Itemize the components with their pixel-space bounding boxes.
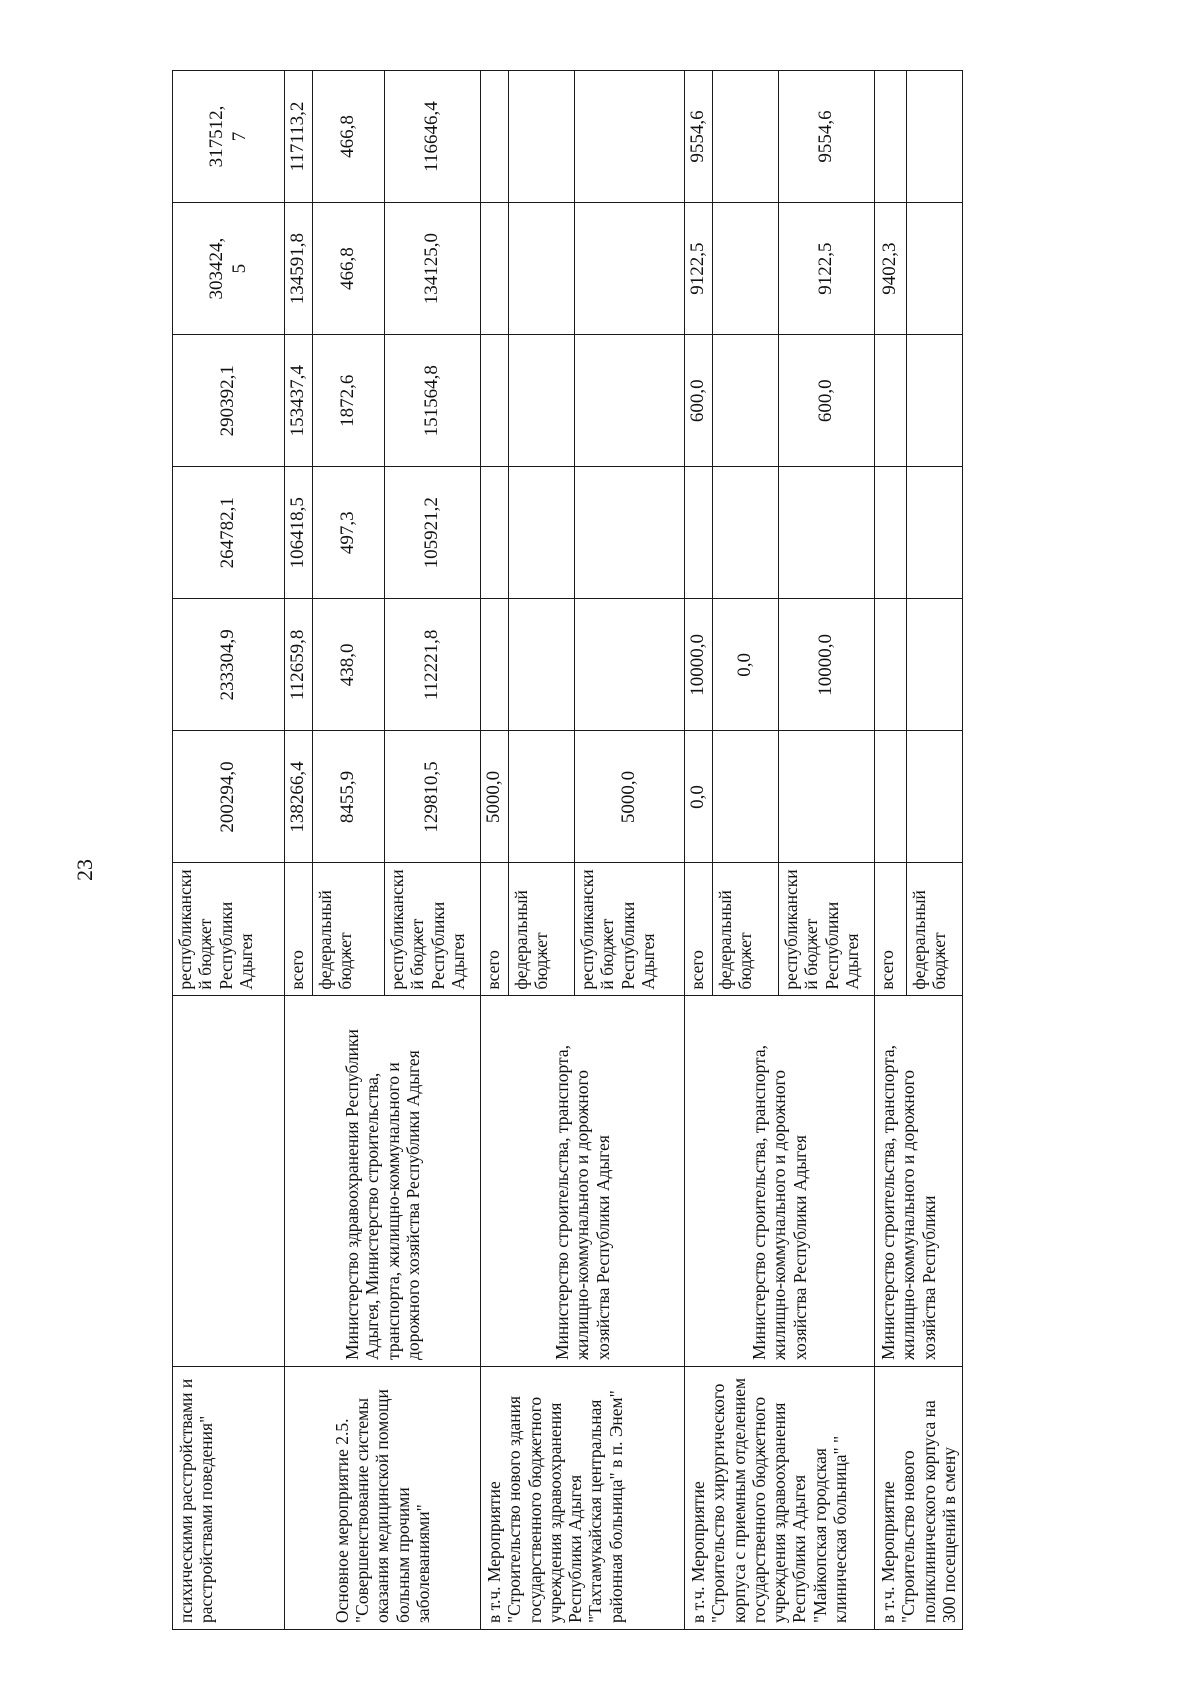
value-cell (509, 731, 575, 863)
funding-source-cell: федеральный бюджет (313, 863, 385, 995)
value-cell (906, 71, 963, 203)
funding-source-cell: федеральный бюджет (713, 863, 779, 995)
value-cell (875, 599, 907, 731)
value-cell: 5000,0 (575, 731, 685, 863)
value-cell (779, 467, 875, 599)
table-row (875, 71, 907, 1630)
value-cell: 290392,1 (173, 335, 285, 467)
value-cell: 9554,6 (685, 71, 713, 203)
value-cell: 9122,5 (685, 203, 713, 335)
funding-source-cell: республиканский бюджет Республики Адыгея (575, 863, 685, 995)
value-cell: 9122,5 (779, 203, 875, 335)
value-cell (875, 71, 907, 203)
value-cell: 112659,8 (285, 599, 313, 731)
value-cell: 0,0 (713, 599, 779, 731)
value-cell: 112221,8 (385, 599, 481, 731)
value-cell: 264782,1 (173, 467, 285, 599)
activity-cell: в т.ч. Мероприятие "Строительство нового поликлинического корпуса на 300 посещений в смену (875, 1367, 963, 1630)
activity-cell: в т.ч. Мероприятие "Строительство нового здания государственного бюджетного учреждения здравоохранения Республики Адыгея "Тахтамукайская центральная районная больница" в п. Энем" (481, 1367, 685, 1630)
value-cell (481, 335, 509, 467)
value-cell (509, 335, 575, 467)
value-cell (713, 731, 779, 863)
value-cell (875, 335, 907, 467)
value-cell (906, 467, 963, 599)
value-cell (481, 71, 509, 203)
activity-cell: в т.ч. Мероприятие "Строительство хирургического корпуса с приемным отделением государственного бюджетного учреждения здравоохранения Республики Адыгея "Майкопская городская клиническая больница" " (685, 1367, 875, 1630)
value-cell: 10000,0 (685, 599, 713, 731)
value-cell: 129810,5 (385, 731, 481, 863)
value-cell (713, 203, 779, 335)
value-cell: 600,0 (779, 335, 875, 467)
page-number: 23 (72, 859, 97, 881)
value-cell: 151564,8 (385, 335, 481, 467)
value-cell (875, 467, 907, 599)
table-row (173, 71, 285, 1630)
funding-source-cell: всего (685, 863, 713, 995)
funding-source-cell: республиканский бюджет Республики Адыгея (173, 863, 285, 995)
value-cell (481, 599, 509, 731)
table-row (285, 71, 313, 1630)
executor-cell (173, 995, 285, 1366)
value-cell: 0,0 (685, 731, 713, 863)
executor-cell: Министерство строительства, транспорта, жилищно-коммунального и дорожного хозяйства Республики (875, 995, 963, 1366)
value-cell: 497,3 (313, 467, 385, 599)
value-cell: 1872,6 (313, 335, 385, 467)
value-cell: 117113,2 (285, 71, 313, 203)
value-cell (509, 599, 575, 731)
value-cell (906, 731, 963, 863)
value-cell: 303424, 5 (173, 203, 285, 335)
value-cell: 317512, 7 (173, 71, 285, 203)
value-cell: 134591,8 (285, 203, 313, 335)
rotated-page-content (172, 70, 1027, 1630)
value-cell (906, 335, 963, 467)
value-cell (575, 599, 685, 731)
executor-cell: Министерство строительства, транспорта, жилищно-коммунального и дорожного хозяйства Республики Адыгея (685, 995, 875, 1366)
value-cell (713, 335, 779, 467)
value-cell (906, 203, 963, 335)
value-cell (509, 203, 575, 335)
activity-cell: психическими расстройствами и расстройствами поведения" (173, 1367, 285, 1630)
value-cell: 8455,9 (313, 731, 385, 863)
value-cell: 466,8 (313, 71, 385, 203)
value-cell (575, 71, 685, 203)
value-cell (481, 203, 509, 335)
value-cell (509, 467, 575, 599)
value-cell: 600,0 (685, 335, 713, 467)
value-cell: 106418,5 (285, 467, 313, 599)
funding-source-cell: республиканский бюджет Республики Адыгея (779, 863, 875, 995)
value-cell: 138266,4 (285, 731, 313, 863)
value-cell: 233304,9 (173, 599, 285, 731)
table-row (481, 71, 509, 1630)
executor-cell: Министерство строительства, транспорта, жилищно-коммунального и дорожного хозяйства Республики Адыгея (481, 995, 685, 1366)
value-cell (575, 467, 685, 599)
table-row (685, 71, 713, 1630)
value-cell (875, 731, 907, 863)
value-cell (575, 203, 685, 335)
value-cell: 466,8 (313, 203, 385, 335)
value-cell: 105921,2 (385, 467, 481, 599)
funding-source-cell: всего (285, 863, 313, 995)
value-cell: 438,0 (313, 599, 385, 731)
funding-source-cell: всего (875, 863, 907, 995)
funding-source-cell: федеральный бюджет (906, 863, 963, 995)
value-cell: 10000,0 (779, 599, 875, 731)
funding-source-cell: всего (481, 863, 509, 995)
value-cell (779, 731, 875, 863)
value-cell: 9402,3 (875, 203, 907, 335)
value-cell: 200294,0 (173, 731, 285, 863)
activity-cell: Основное мероприятие 2.5. "Совершенствование системы оказания медицинской помощи больным прочими заболеваниями" (285, 1367, 481, 1630)
value-cell: 5000,0 (481, 731, 509, 863)
value-cell: 153437,4 (285, 335, 313, 467)
value-cell: 134125,0 (385, 203, 481, 335)
value-cell (906, 599, 963, 731)
executor-cell: Министерство здравоохранения Республики Адыгея, Министерство строительства, транспорта, жилищно-коммунального и дорожного хозяйства Республики Адыгея (285, 995, 481, 1366)
funding-source-cell: федеральный бюджет (509, 863, 575, 995)
value-cell (685, 467, 713, 599)
value-cell (509, 71, 575, 203)
value-cell (481, 467, 509, 599)
value-cell: 116646,4 (385, 71, 481, 203)
value-cell: 9554,6 (779, 71, 875, 203)
budget-table (172, 70, 963, 1630)
value-cell (713, 71, 779, 203)
value-cell (575, 335, 685, 467)
funding-source-cell: республиканский бюджет Республики Адыгея (385, 863, 481, 995)
value-cell (713, 467, 779, 599)
